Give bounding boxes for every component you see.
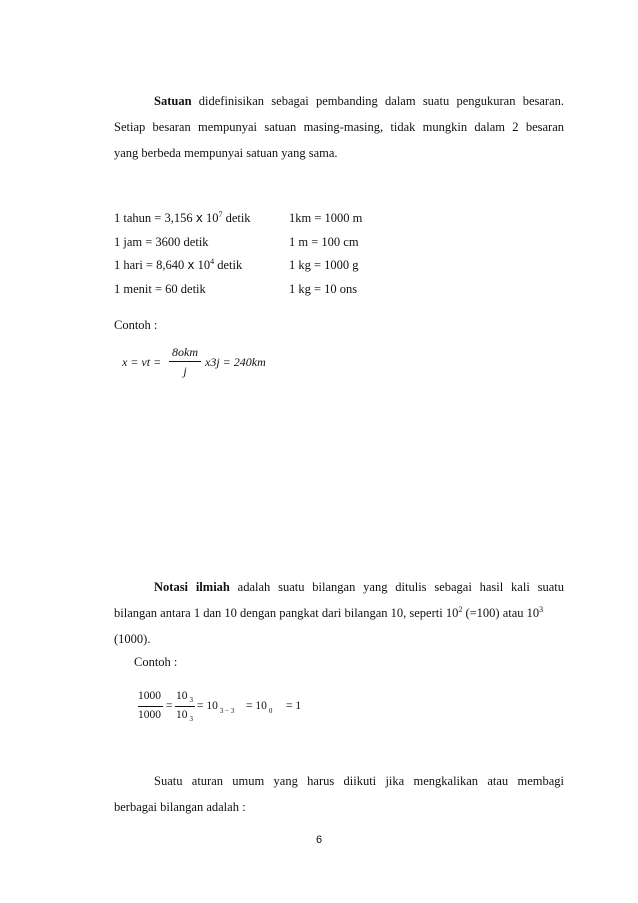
fraction-bar [175, 706, 195, 707]
aturan-line-2: berbagai bilangan adalah : [114, 800, 246, 814]
equation-rhs: x3j = 240km [205, 355, 266, 369]
denominator-10: 10 $_3$ [176, 709, 193, 723]
satuan-line-2: Setiap besaran mempunyai satuan masing-masing, tidak mungkin dalam 2 besaran [114, 120, 564, 134]
fraction-bar [169, 361, 201, 362]
power-difference: = 10 $_{3 - 3}$ [197, 700, 235, 715]
unit-conversion: 1km = 1000 m [289, 211, 363, 225]
speed-equation [122, 343, 282, 385]
aturan-line-1: Suatu aturan umum yang harus diikuti jika mengkalikan atau membagi [154, 774, 564, 788]
page-number: 6 [315, 834, 323, 846]
time-conversion: 1 menit = 60 detik [114, 281, 206, 296]
time-conversion: 1 jam = 3600 detik [114, 234, 209, 249]
satuan-line-1: Satuan didefinisikan sebagai pembanding dalam suatu pengukuran besaran. [154, 94, 564, 108]
aturan-paragraph [114, 768, 564, 820]
example-2-label: Contoh : [134, 655, 178, 669]
equation-lhs: x = vt = [122, 355, 162, 369]
satuan-line-3: yang berbeda mempunyai satuan yang sama. [114, 146, 338, 160]
notasi-line-3: (1000). [114, 632, 151, 646]
fraction-numerator: 8okm [172, 345, 198, 359]
equals-sign: = [166, 700, 173, 712]
satuan-term: Satuan [154, 94, 192, 108]
power-equation [138, 690, 308, 730]
notasi-line-2: bilangan antara 1 dan 10 dengan pangkat dari bilangan 10, seperti $10^2$ (=100) atau $10^3$ [114, 605, 544, 620]
notasi-line-1: Notasi ilmiah adalah suatu bilangan yang ditulis sebagai hasil kali suatu [154, 580, 564, 594]
power-zero: = 10 $_0$ [246, 700, 273, 715]
notasi-term: Notasi ilmiah [154, 580, 230, 594]
unit-conversion: 1 kg = 10 ons [289, 281, 358, 296]
fraction-denominator: j [183, 364, 187, 378]
unit-conversion: 1 kg = 1000 g [289, 258, 359, 272]
notasi-ilmiah-paragraph [114, 574, 564, 652]
unit-conversion: 1 m = 100 cm [289, 234, 359, 249]
example-1-label: Contoh : [114, 318, 158, 332]
denominator-1000: 1000 [138, 709, 161, 721]
time-conversion: 1 tahun = 3,156 x $10^7$ detik [114, 210, 251, 225]
fraction-bar [138, 706, 163, 707]
numerator-10: 10 $_3$ [176, 690, 193, 704]
satuan-paragraph [114, 88, 564, 166]
result-one: = 1 [286, 700, 302, 712]
numerator-1000: 1000 [138, 690, 161, 702]
time-conversion: 1 hari = 8,640 x $10^4$ detik [114, 257, 243, 272]
